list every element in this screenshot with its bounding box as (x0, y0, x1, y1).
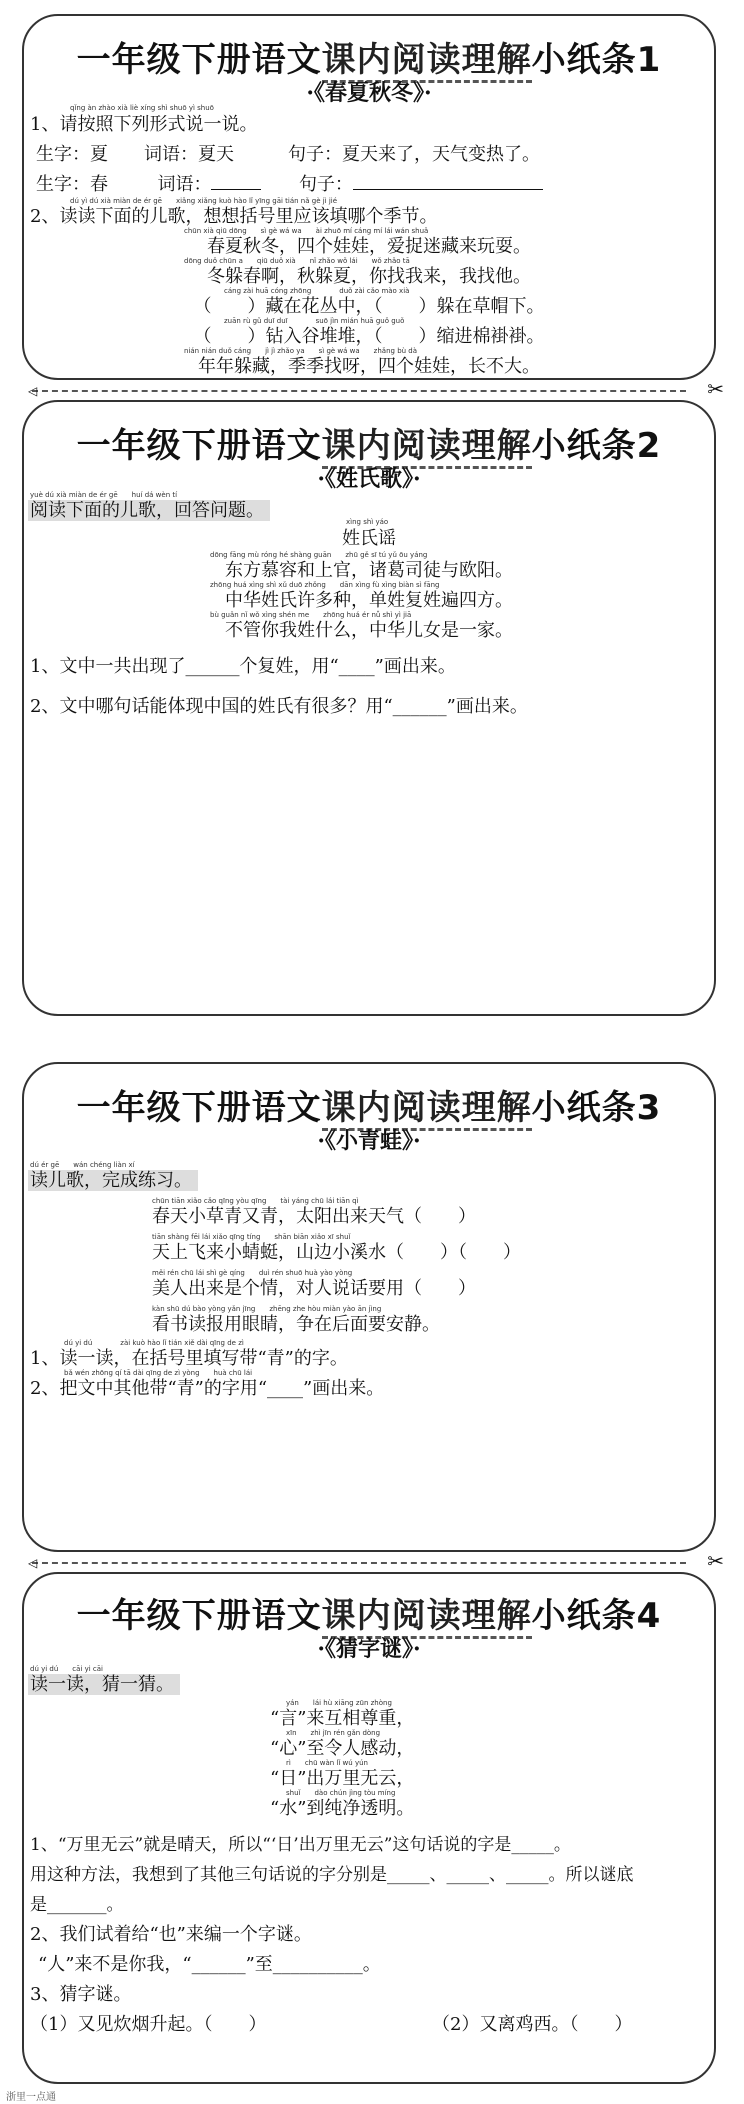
intro (28, 1670, 180, 1696)
cut-dash (32, 1562, 686, 1564)
row-sentence-label: 句子： (298, 174, 353, 195)
sentence-blank[interactable] (353, 189, 543, 190)
card-subtitle: ·《春夏秋冬》· (306, 80, 432, 106)
question-1: 1、读一读，在括号里填写带“青”的字。 (30, 1348, 348, 1369)
poem-line: 冬躲春啊，秋躲夏，你找我来，我找他。 (207, 266, 531, 287)
pinyin: cáng zài huā cóng zhōng duǒ zài cǎo mào xià (224, 287, 410, 295)
card-subtitle: ·《猜字谜》· (317, 1636, 421, 1662)
poem-line: 不管你我姓什么，中华儿女是一家。 (225, 620, 513, 641)
pinyin: dú yi dú cāi yi cāi (30, 1665, 104, 1673)
pinyin: dú yi dú zài kuò hào lǐ tián xiě dài qīng de zì (64, 1339, 244, 1347)
pinyin: chūn xià qiū dōng sì gè wá wa ài zhuō mí cáng mí lái wán shuǎ (184, 227, 429, 235)
card-4 (22, 1572, 716, 2084)
pinyin: dú yì dú xià miàn de ér gē xiǎng xiǎng kuò hào lǐ yīng gāi tián nǎ gè jì jié (70, 197, 338, 205)
title-part-reading: 课内阅读理解 (322, 40, 532, 83)
question-1c: 是_______。 (30, 1895, 124, 1915)
pinyin: yuè dú xià miàn de ér gē huí dá wèn tí (30, 491, 178, 499)
arrow-left-icon: ◁ (28, 1556, 38, 1570)
riddle-line: “日”出万里无云， (270, 1768, 415, 1789)
title-part-reading: 课内阅读理解 (322, 1088, 532, 1131)
question-2: 2、把文中其他带“青”的字用“____”画出来。 (30, 1378, 385, 1399)
title-part-note: 小纸条 (531, 426, 637, 466)
pinyin: zhōng huá xìng shì xǔ duō zhǒng dān xìng fù xìng biàn sì fāng (210, 581, 440, 589)
pinyin: zuān rù gǔ duī duī suō jìn mián huā guǒ guǒ (224, 317, 405, 325)
title-number: 1 (636, 40, 662, 80)
question-2: 2、文中哪句话能体现中国的姓氏有很多？用“______”画出来。 (30, 696, 528, 717)
pinyin: dōng duǒ chūn a qiū duǒ xià nǐ zhǎo wǒ lái wǒ zhǎo tā (184, 257, 410, 265)
row-word-label: 词语： (157, 174, 212, 195)
poem-line: 看书读报用眼睛，争在后面要安静。 (152, 1314, 440, 1335)
title-part-grade: 一年级下册语文 (76, 1596, 322, 1636)
poem-title: 姓氏谣 (342, 528, 396, 549)
question-1: 1、文中一共出现了______个复姓，用“____”画出来。 (30, 656, 456, 677)
title-part-note: 小纸条 (531, 40, 637, 80)
riddle-line: “心”至令人感动， (270, 1738, 415, 1759)
title-part-grade: 一年级下册语文 (76, 1088, 322, 1128)
question-3a: （1）又见炊烟升起。（ ） (30, 2014, 267, 2035)
poem-line: 年年躲藏，季季找呀，四个娃娃，长不大。 (198, 356, 540, 377)
card-3 (22, 1062, 716, 1552)
pinyin: bù guǎn nǐ wǒ xìng shén me zhōng huá ér nǚ shì yì jiā (210, 611, 412, 619)
riddle-line: “言”来互相尊重， (270, 1708, 415, 1729)
title-number: 4 (636, 1596, 662, 1636)
poem-line: 天上飞来小蜻蜓，山边小溪水（ ）（ ） (152, 1242, 521, 1263)
title-number: 3 (636, 1088, 662, 1128)
question-1a: 1、“万里无云”就是晴天，所以“‘日’出万里无云”这句话说的字是_____。 (30, 1835, 571, 1855)
pinyin: měi rén chū lái shì gè qíng duì rén shuō huà yào yòng (152, 1269, 353, 1277)
card-1 (22, 14, 716, 380)
question-3: 3、猜字谜。 (30, 1984, 132, 2005)
example-row: 生字：夏 词语：夏天 句子：夏天来了，天气变热了。 (36, 144, 540, 165)
intro-text: 读一读，猜一猜。 (28, 1674, 180, 1695)
title-part-grade: 一年级下册语文 (76, 426, 322, 466)
word-blank[interactable] (211, 189, 261, 190)
footer-watermark: 浙里一点通 (6, 2092, 56, 2103)
title-part-reading: 课内阅读理解 (322, 1596, 532, 1639)
pinyin: xīn zhì jīn rén gǎn dòng (286, 1729, 381, 1737)
card-title (24, 1588, 714, 1637)
pinyin: dōng fāng mù róng hé shàng guān zhū gě sī tú yǔ ōu yáng (210, 551, 428, 559)
question-1b: 用这种方法，我想到了其他三句话说的字分别是_____、_____、_____。所以谜底 (30, 1865, 634, 1885)
pinyin: chūn tiān xiǎo cǎo qīng yòu qīng tài yáng chū lái tiān qì (152, 1197, 359, 1205)
poem-line: 东方慕容和上官，诸葛司徒与欧阳。 (225, 560, 513, 581)
pinyin: dú ér gē wán chéng liàn xí (30, 1161, 135, 1169)
scissors-icon: ✂ (707, 377, 724, 401)
question-3b: （2）又离鸡西。（ ） (432, 2014, 633, 2035)
question-2-line: “人”来不是你我，“______”至__________。 (38, 1954, 381, 1975)
title-part-note: 小纸条 (531, 1596, 637, 1636)
poem-line: 美人出来是个情，对人说话要用（ ） (152, 1278, 476, 1299)
pinyin: nián nián duǒ cáng jì jì zhǎo ya sì gè wá wa zhǎng bù dà (184, 347, 418, 355)
card-2 (22, 400, 716, 1016)
intro-text: 阅读下面的儿歌，回答问题。 (28, 500, 270, 521)
question-1: 1、请按照下列形式说一说。 (30, 114, 258, 135)
scissors-icon: ✂ (707, 1549, 724, 1573)
title-part-reading: 课内阅读理解 (322, 426, 532, 469)
card-subtitle: ·《姓氏歌》· (317, 466, 421, 492)
pinyin: tiān shàng fēi lái xiǎo qīng tíng shān biān xiǎo xī shuǐ (152, 1233, 351, 1241)
question-2: 2、读读下面的儿歌，想想括号里应该填哪个季节。 (30, 206, 438, 227)
cut-dash (32, 390, 686, 392)
card-title (24, 418, 714, 467)
title-part-note: 小纸条 (531, 1088, 637, 1128)
poem-line: 中华姓氏许多种，单姓复姓遍四方。 (225, 590, 513, 611)
poem-line: 春天小草青又青，太阳出来天气（ ） (152, 1206, 476, 1227)
intro (28, 496, 270, 522)
intro (28, 1166, 198, 1192)
row-char: 生字：春 (36, 174, 108, 195)
card-subtitle: ·《小青蛙》· (317, 1128, 421, 1154)
poem-line: 春夏秋冬，四个娃娃，爱捉迷藏来玩耍。 (207, 236, 531, 257)
riddle-line: “水”到纯净透明。 (270, 1798, 415, 1819)
intro-text: 读儿歌，完成练习。 (28, 1170, 198, 1191)
question-2: 2、我们试着给“也”来编一个字谜。 (30, 1924, 312, 1945)
poem-line: （ ）钻入谷堆堆，（ ）缩进棉褂褂。 (193, 326, 545, 347)
pinyin: shuǐ dào chún jìng tòu míng (286, 1789, 396, 1797)
pinyin: qǐng àn zhào xià liè xíng shì shuō yì shuō (70, 104, 214, 112)
arrow-left-icon: ◁ (28, 384, 38, 398)
pinyin: rì chū wàn lǐ wú yún (286, 1759, 368, 1767)
card-title (24, 32, 714, 81)
pinyin: bǎ wén zhōng qí tā dài qīng de zì yòng huà chū lái (64, 1369, 253, 1377)
answer-row (36, 170, 543, 196)
title-part-grade: 一年级下册语文 (76, 40, 322, 80)
title-number: 2 (636, 426, 662, 466)
pinyin: yán lái hù xiāng zūn zhòng (286, 1699, 392, 1707)
cut-line (22, 1549, 724, 1573)
poem-line: （ ）藏在花丛中，（ ）躲在草帽下。 (193, 296, 545, 317)
pinyin: xìng shì yáo (346, 518, 389, 526)
card-title (24, 1080, 714, 1129)
pinyin: kàn shū dú bào yòng yǎn jīng zhēng zhe hòu miàn yào ān jìng (152, 1305, 382, 1313)
cut-line (22, 377, 724, 401)
